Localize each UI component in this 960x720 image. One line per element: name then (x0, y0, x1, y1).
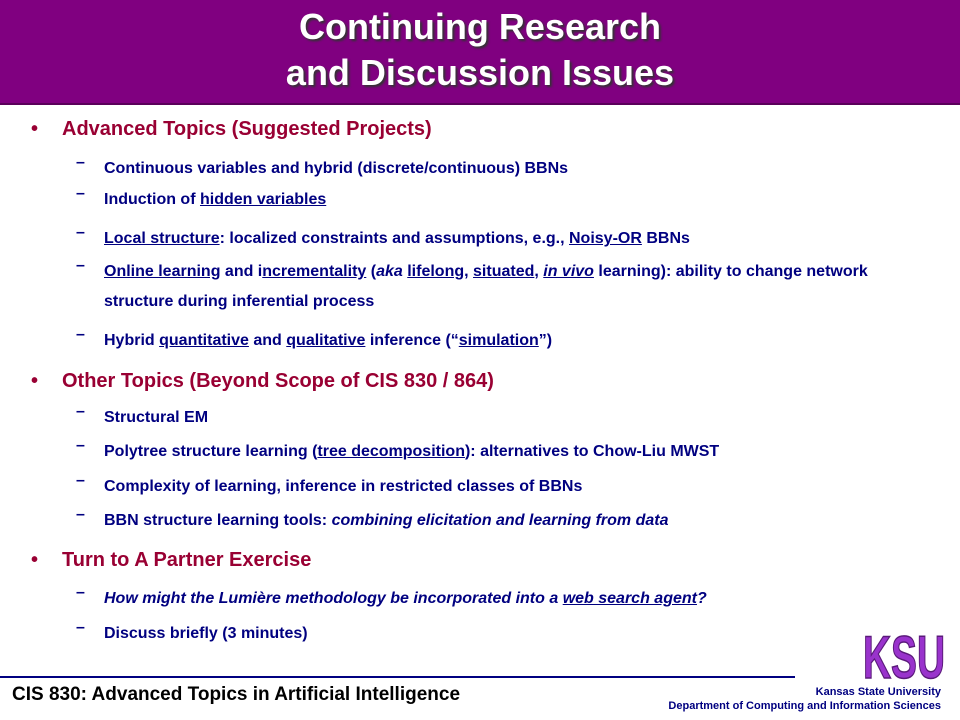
item-text-italic: ? (696, 590, 707, 607)
item-text: ): alternatives to Chow-Liu MWST (464, 443, 720, 460)
list-item (104, 257, 934, 317)
department-name: Department of Computing and Information Sciences (668, 700, 941, 712)
item-text: learning): ability to change network structure during inferential process (104, 263, 868, 310)
item-text: Structural EM (104, 409, 209, 426)
item-text: , (464, 263, 474, 280)
list-item (104, 584, 934, 614)
dash-icon: – (76, 437, 85, 454)
section-heading: Other Topics (Beyond Scope of CIS 830 / 864) (62, 370, 494, 392)
term-link[interactable]: quantitative (159, 332, 249, 349)
term-link[interactable]: simulation (458, 332, 539, 349)
term-link[interactable]: ncrementality (262, 263, 367, 280)
item-text: inference (“ (365, 332, 459, 349)
item-text: Induction of (104, 191, 200, 208)
logo-text: KSU (863, 624, 945, 686)
term-link[interactable]: hidden variables (199, 191, 327, 208)
dash-icon: – (76, 619, 85, 636)
university-name: Kansas State University (815, 686, 941, 698)
item-text-italic: combining elicitation and learning from data (331, 512, 669, 529)
bullet-icon: • (31, 370, 39, 392)
bullet-icon: • (31, 118, 39, 140)
footer-divider (0, 676, 795, 678)
item-text: and i (220, 263, 263, 280)
bullet-icon: • (31, 549, 39, 571)
item-text: Continuous variables and hybrid (discrete/continuous) BBNs (104, 160, 569, 177)
dash-icon: – (76, 185, 85, 202)
term-link[interactable]: qualitative (286, 332, 366, 349)
term-link[interactable]: web search agent (562, 590, 697, 607)
item-text: BBNs (641, 230, 690, 247)
list-item (104, 619, 934, 649)
item-text-italic: aka (376, 263, 403, 280)
list-item (104, 403, 934, 433)
term-link[interactable]: Local structure (104, 230, 220, 247)
university-info (668, 685, 941, 713)
dash-icon: – (76, 257, 85, 274)
item-text: Discuss briefly (3 minutes) (104, 625, 308, 642)
list-item (104, 506, 934, 536)
dash-icon: – (76, 326, 85, 343)
item-text: , (534, 263, 544, 280)
term-link[interactable]: Noisy-OR (569, 230, 642, 247)
item-text: ( (366, 263, 377, 280)
course-title: CIS 830: Advanced Topics in Artificial Intelligence (12, 684, 461, 705)
dash-icon: – (76, 154, 85, 171)
dash-icon: – (76, 472, 85, 489)
item-text: and (248, 332, 287, 349)
term-link[interactable]: situated (473, 263, 535, 280)
dash-icon: – (76, 403, 85, 420)
slide-title-line-2: and Discussion Issues (285, 52, 675, 93)
item-text: ”) (538, 332, 553, 349)
term-link[interactable]: lifelong (407, 263, 465, 280)
list-item (104, 185, 934, 215)
list-item (104, 154, 934, 184)
dash-icon: – (76, 584, 85, 601)
list-item (104, 326, 934, 356)
item-text: Polytree structure learning ( (104, 443, 318, 460)
ksu-logo (862, 620, 946, 686)
item-text: Hybrid (104, 332, 160, 349)
term-link[interactable]: in vivo (543, 263, 594, 280)
list-item (104, 437, 934, 467)
section-heading: Advanced Topics (Suggested Projects) (62, 118, 432, 140)
item-text: : localized constraints and assumptions, e.g., (219, 230, 569, 247)
section-heading: Turn to A Partner Exercise (62, 549, 312, 571)
list-item (104, 472, 934, 502)
slide-title-line-1: Continuing Research (298, 6, 662, 47)
term-link[interactable]: tree decomposition (317, 443, 465, 460)
dash-icon: – (76, 506, 85, 523)
term-link[interactable]: Online learning (104, 263, 221, 280)
dash-icon: – (76, 224, 85, 241)
list-item (104, 224, 934, 254)
item-text-italic: How might the Lumière methodology be incorporated into a (104, 590, 563, 607)
item-text: Complexity of learning, inference in restricted classes of BBNs (104, 478, 583, 495)
item-text: BBN structure learning tools: (104, 512, 332, 529)
